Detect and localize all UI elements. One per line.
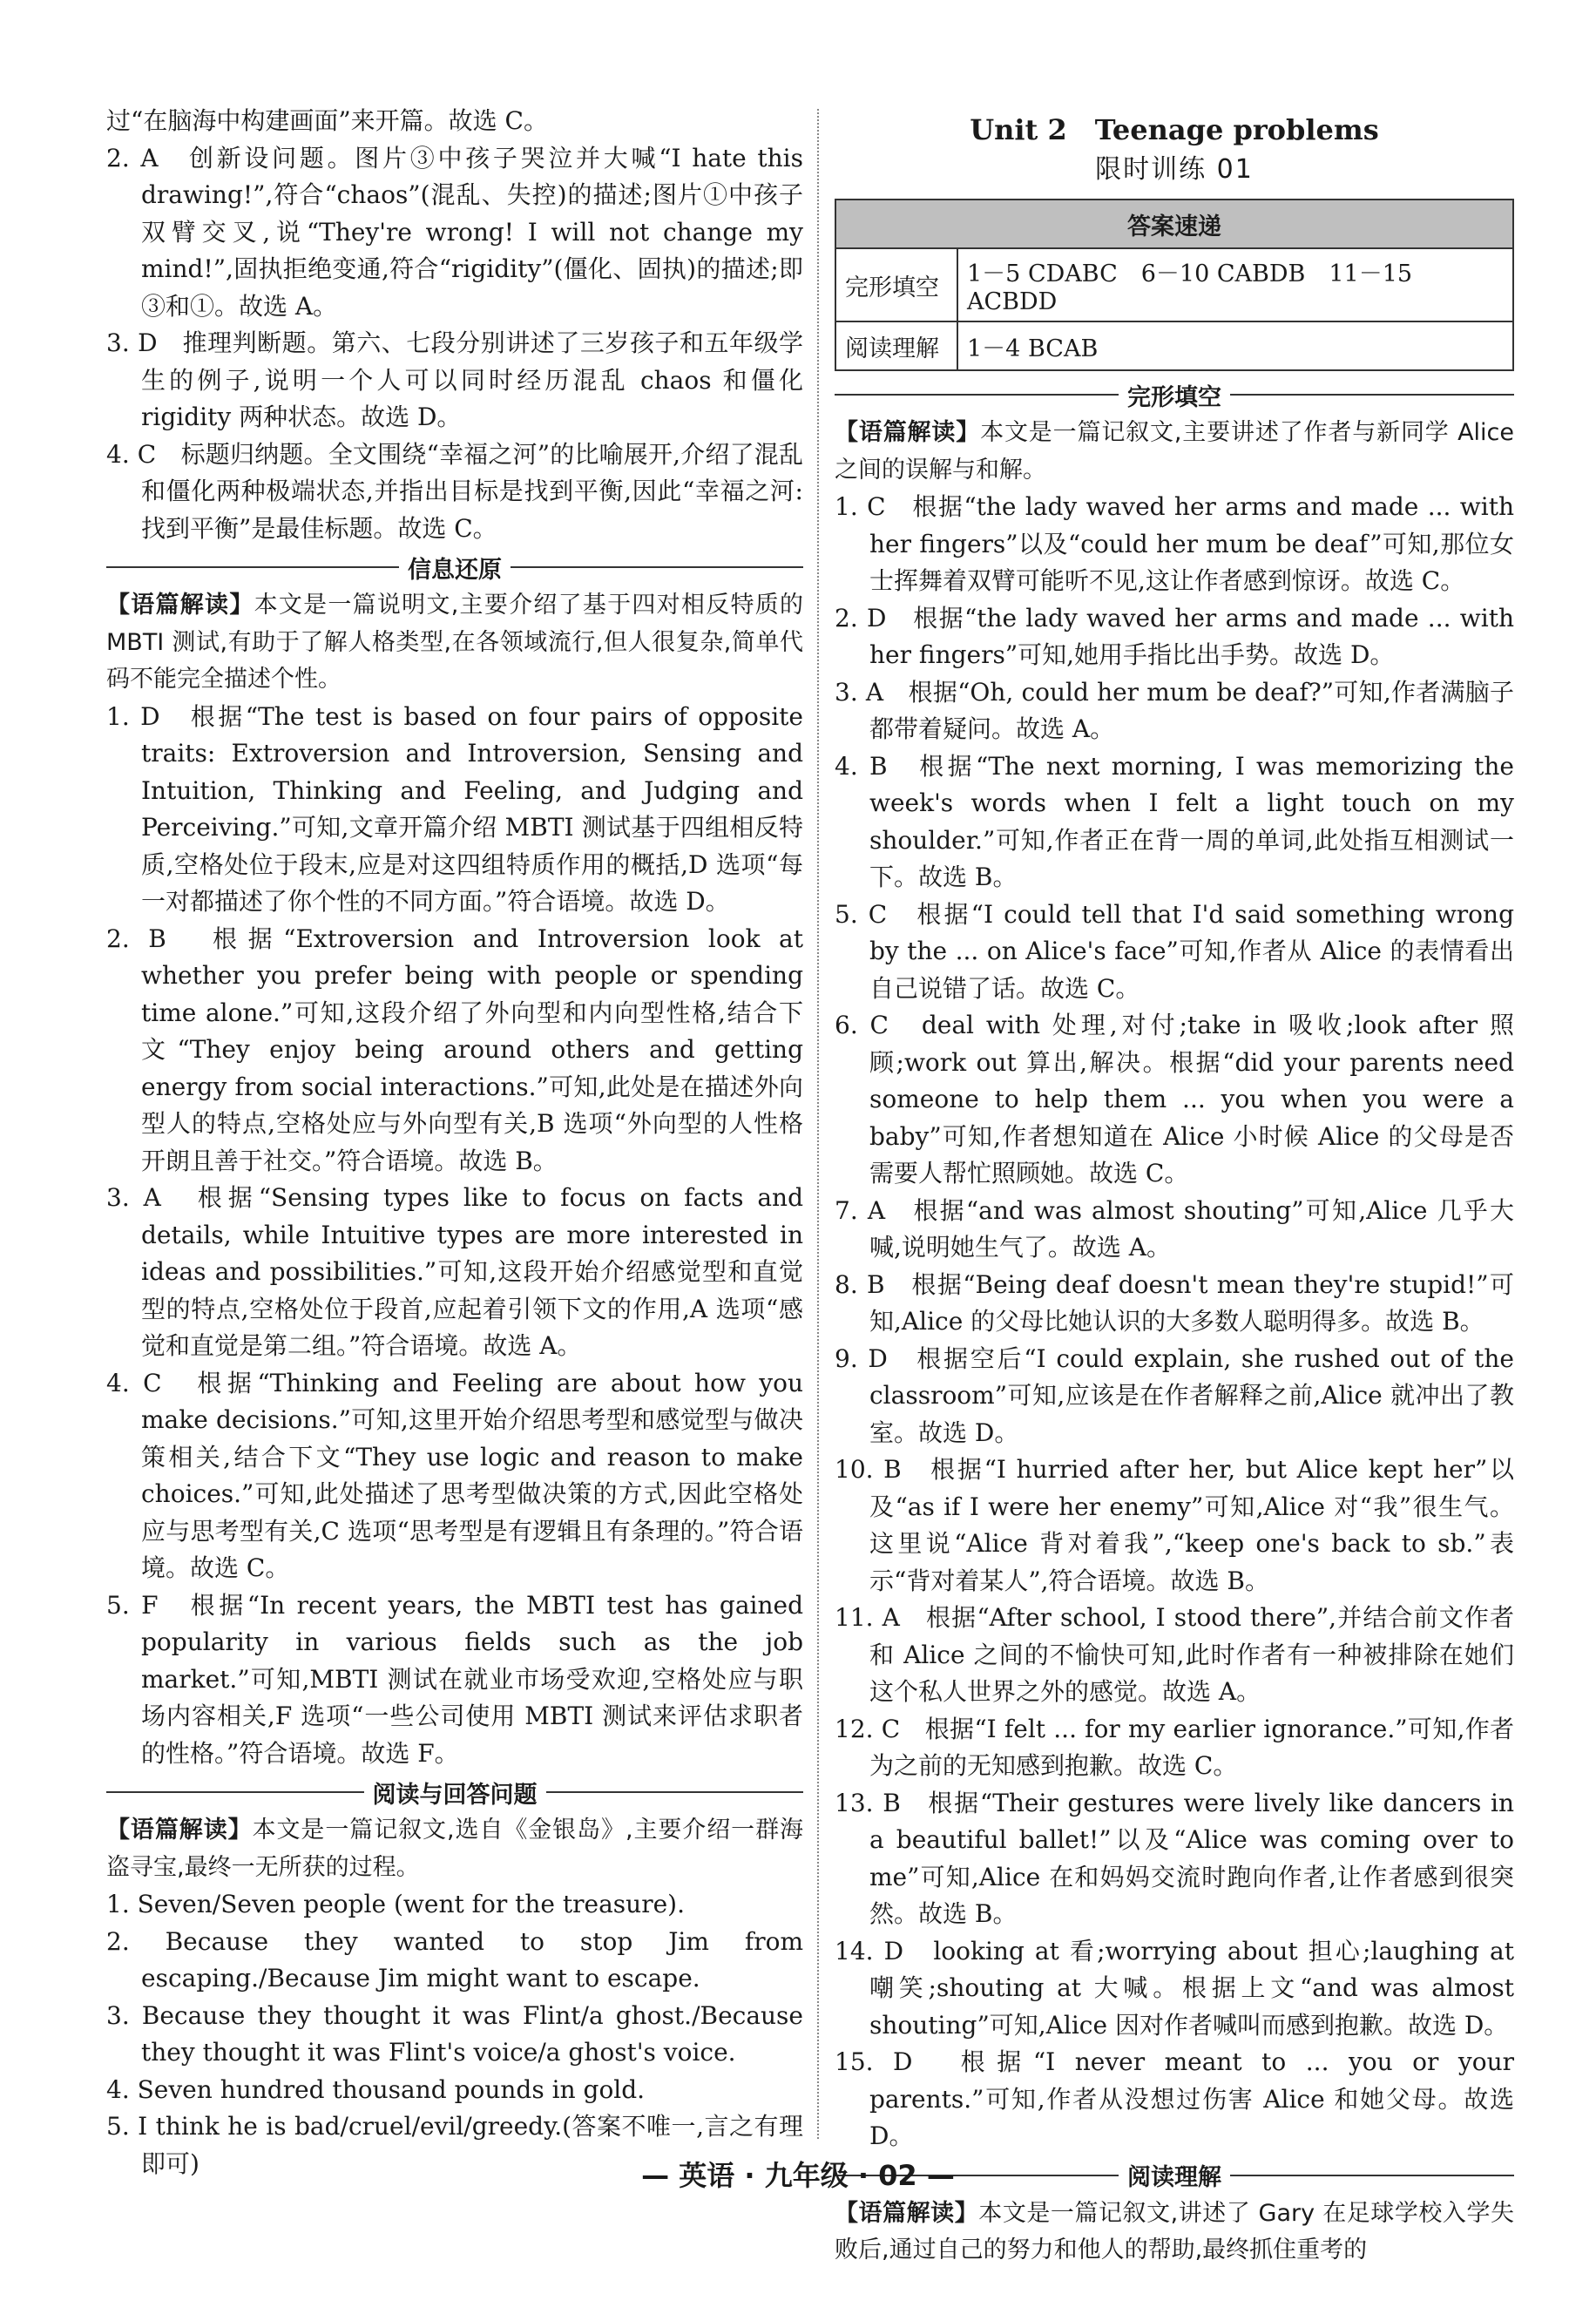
answer-item: 4. B 根据“The next morning, I was memorizing the week's words when I felt a light touch on my shoulder.”可知,作者正在背一周的单词,此处指互相测试一下。故选 B。	[835, 751, 1514, 891]
note-text: 本文是一篇记叙文,讲述了 Gary 在足球学校入学失败后,通过自己的努力和他人的帮助,最终抓住重考的	[835, 2199, 1515, 2263]
answer-item: 3. D 推理判断题。第六、七段分别讲述了三岁孩子和五年级学生的例子,说明一个人可以同时经历混乱 chaos 和僵化 rigidity 两种状态。故选 D。	[106, 328, 803, 431]
note-text: 本文是一篇记叙文,选自《金银岛》,主要介绍一群海盗寻宝,最终一无所获的过程。	[106, 1817, 804, 1881]
note-tag: 【语篇解读】	[106, 1817, 253, 1844]
passage-note	[106, 587, 803, 699]
answer-item: 2. Because they wanted to stop Jim from escaping./Because Jim might want to escape.	[106, 1926, 803, 1993]
answer-table-key: 阅读理解	[835, 321, 957, 370]
answer-item: 1. C 根据“the lady waved her arms and made ... with her fingers”以及“could her mum be deaf”可知,那位女士挥舞着双臂可能听不见,这让作者感到惊讶。故选 C。	[835, 492, 1514, 595]
answer-item: 9. D 根据空后“I could explain, she rushed out of the classroom”可知,应该是在作者解释之前,Alice 就冲出了教室。故选 D。	[835, 1343, 1514, 1447]
answer-item: 13. B 根据“Their gestures were lively like dancers in a beautiful ballet!”以及“Alice was coming over to me”可知,Alice 在和妈妈交流时跑向作者,让作者感到很突然。故选 B。	[835, 1788, 1514, 1928]
answer-item: 4. C 根据“Thinking and Feeling are about how you make decisions.”可知,这里开始介绍思考型和感觉型与做决策相关,结合下文“They use logic and reason to make choices.”可知,此处描述了思考型做决策的方式,因此空格处应与思考型有关,C 选项“思考型是有逻辑且有条理的。”符合语境。故选 C。	[106, 1368, 803, 1582]
section-label: 信息还原	[408, 556, 502, 584]
section-rule	[106, 566, 399, 568]
info-restore-answers	[106, 699, 803, 1773]
section-header-read-answer	[106, 1774, 803, 1810]
reading-answers-a	[106, 140, 803, 548]
passage-note	[106, 1812, 803, 1886]
note-text: 本文是一篇说明文,主要介绍了基于四对相反特质的 MBTI 测试,有助于了解人格类型,在各领域流行,但人很复杂,简单代码不能完全描述个性。	[106, 592, 803, 693]
answer-item: 5. C 根据“I could tell that I'd said something wrong by the ... on Alice's face”可知,作者从 Alice 的表情看出自己说错了话。故选 C。	[835, 899, 1514, 1003]
column-divider	[817, 109, 819, 2139]
intro-tail: 过“在脑海中构建画面”来开篇。故选 C。	[106, 106, 548, 135]
page-footer: — 英语 · 九年级 · 02 —	[641, 2159, 955, 2192]
answer-item: 10. B 根据“I hurried after her, but Alice kept her”以及“as if I were her enemy”可知,Alice 对“我”很生气。这里说“Alice 背对着我”,“keep one's back to sb.”表示“背对着某人”,符合语境。故选 B。	[835, 1455, 1514, 1595]
answer-item: 12. C 根据“I felt ... for my earlier ignorance.”可知,作者为之前的无知感到抱歉。故选 C。	[835, 1714, 1514, 1780]
answer-table-value: 1－4 BCAB	[957, 321, 1513, 370]
answer-item: 1. D 根据“The test is based on four pairs of opposite traits: Extroversion and Introversion, Sensing and Intuition, Thinking and Feeling, and Judging and Perceiving.”可知,文章开篇介绍 MBTI 测试基于四组相反特质,空格处位于段末,应是对这四组特质作用的概括,D 选项“每一对都描述了你个性的不同方面。”符合语境。故选 D。	[106, 701, 803, 916]
answer-table-row	[835, 248, 1513, 321]
answer-item: 4. C 标题归纳题。全文围绕“幸福之河”的比喻展开,介绍了混乱和僵化两种极端状态,并指出目标是找到平衡,因此“幸福之河:找到平衡”是最佳标题。故选 C。	[106, 439, 803, 543]
answer-item: 11. A 根据“After school, I stood there”,并结合前文作者和 Alice 之间的不愉快可知,此时作者有一种被排除在她们这个私人世界之外的感觉。故选 A。	[835, 1603, 1514, 1706]
answer-table-row	[835, 321, 1513, 370]
answer-item: 7. A 根据“and was almost shouting”可知,Alice 几乎大喊,说明她生气了。故选 A。	[835, 1195, 1514, 1262]
section-rule	[106, 1791, 364, 1793]
cloze-answers	[835, 489, 1514, 2155]
answer-item: 4. Seven hundred thousand pounds in gold.	[106, 2074, 646, 2104]
answer-item: 3. Because they thought it was Flint/a ghost./Because they thought it was Flint's voice/a ghost's voice.	[106, 2000, 803, 2067]
answer-table	[835, 199, 1514, 371]
sub-title: 限时训练 01	[1095, 154, 1254, 185]
note-tag: 【语篇解读】	[106, 592, 254, 619]
section-rule	[546, 1791, 804, 1793]
answer-item: 15. D 根据“I never meant to ... you or your parents.”可知,作者从没想过伤害 Alice 和她父母。故选 D。	[835, 2047, 1514, 2150]
passage-note	[835, 2196, 1514, 2270]
answer-item: 2. D 根据“the lady waved her arms and made ... with her fingers”可知,她用手指比出手势。故选 D。	[835, 603, 1514, 669]
question-answers	[106, 1886, 803, 2182]
answer-item: 14. D looking at 看;worrying about 担心;laughing at 嘲笑;shouting at 大喊。根据上文“and was almost shouting”可知,Alice 因对作者喊叫而感到抱歉。故选 D。	[835, 1936, 1514, 2040]
unit-title: Unit 2 Teenage problems	[970, 113, 1379, 146]
answer-item: 1. Seven/Seven people (went for the treasure).	[106, 1890, 685, 1918]
answer-item: 8. B 根据“Being deaf doesn't mean they're stupid!”可知,Alice 的父母比她认识的大多数人聪明得多。故选 B。	[835, 1269, 1514, 1336]
section-label: 阅读与回答问题	[372, 1781, 538, 1809]
answer-table-header	[835, 200, 1513, 248]
answer-item: 6. C deal with 处理,对付;take in 吸收;look after 照顾;work out 算出,解决。根据“did your parents need someone to help them ... you when you were a baby”可知,作者想知道在 Alice 小时候 Alice 的父母是否需要人帮忙照顾她。故选 C。	[835, 1011, 1514, 1187]
answer-table-title: 答案速递	[835, 200, 1513, 248]
passage-note	[835, 415, 1514, 489]
answer-item: 3. A 根据“Sensing types like to focus on facts and details, while Intuitive types are more interested in ideas and possibilities.”可知,这段开始介绍感觉型和直觉型的特点,空格处位于段首,应起着引领下文的作用,A 选项“感觉和直觉是第二组。”符合语境。故选 A。	[106, 1183, 803, 1360]
section-rule	[835, 394, 1119, 396]
left-column	[106, 103, 803, 2182]
answer-item: 5. I think he is bad/cruel/evil/greedy.(答案不唯一,言之有理即可)	[106, 2112, 803, 2178]
answer-item: 2. B 根据“Extroversion and Introversion look at whether you prefer being with people or spending time alone.”可知,这段介绍了外向型和内向型性格,结合下文“They enjoy being around others and getting energy from social interactions.”可知,此处是在描述外向型人的特点,空格处应与外向型有关,B 选项“外向型的人性格开朗且善于社交。”符合语境。故选 B。	[106, 924, 803, 1175]
answer-item: 5. F 根据“In recent years, the MBTI test has gained popularity in various fields such as the job market.”可知,MBTI 测试在就业市场受欢迎,空格处应与职场内容相关,F 选项“一些公司使用 MBTI 测试来评估求职者的性格。”符合语境。故选 F。	[106, 1590, 803, 1768]
section-label: 完形填空	[1127, 383, 1221, 411]
section-rule	[1230, 394, 1514, 396]
section-label: 阅读理解	[1127, 2164, 1221, 2191]
answer-table-value: 1－5 CDABC 6－10 CABDB 11－15 ACBDD	[957, 248, 1513, 321]
answer-item: 3. A 根据“Oh, could her mum be deaf?”可知,作者满脑子都带着疑问。故选 A。	[835, 677, 1514, 743]
note-tag: 【语篇解读】	[835, 419, 981, 446]
section-rule	[511, 566, 803, 568]
answer-item: 2. A 创新设问题。图片③中孩子哭泣并大喊“I hate this drawing!”,符合“chaos”(混乱、失控)的描述;图片①中孩子双臂交叉,说“They're wrong! I will not change my mind!”,固执拒绝变通,符合“rigidity”(僵化、固执)的描述;即③和①。故选 A。	[106, 143, 803, 321]
section-header-cloze	[835, 376, 1514, 413]
note-text: 本文是一篇记叙文,主要讲述了作者与新同学 Alice 之间的误解与和解。	[835, 419, 1515, 484]
note-tag: 【语篇解读】	[835, 2199, 979, 2227]
right-column	[835, 103, 1514, 2270]
answer-table-key: 完形填空	[835, 248, 957, 321]
section-header-info-restore	[106, 549, 803, 585]
